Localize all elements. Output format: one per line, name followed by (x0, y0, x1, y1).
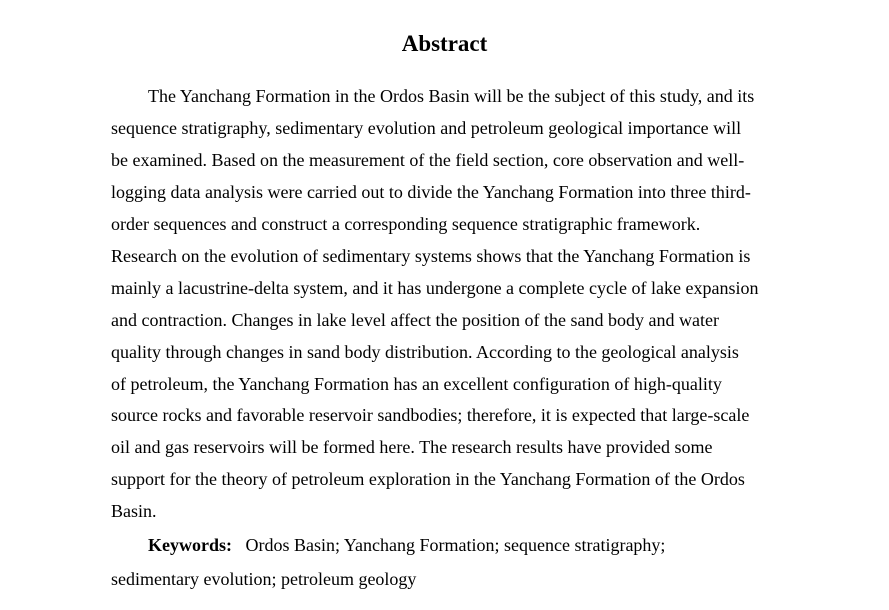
keywords-text: Ordos Basin; Yanchang Formation; sequence stratigraphy; (245, 535, 666, 555)
keywords-label: Keywords: (148, 535, 232, 555)
abstract-line: order sequences and construct a corresponding sequence stratigraphic framework. (111, 214, 701, 234)
abstract-line: Research on the evolution of sedimentary systems shows that the Yanchang Formation is (111, 246, 751, 266)
abstract-line: mainly a lacustrine-delta system, and it has undergone a complete cycle of lake expansion (111, 278, 759, 298)
abstract-line: source rocks and favorable reservoir sandbodies; therefore, it is expected that large-scale (111, 405, 750, 425)
abstract-title: Abstract (401, 31, 488, 56)
abstract-line: support for the theory of petroleum exploration in the Yanchang Formation of the Ordos (111, 469, 745, 489)
keywords-line (148, 533, 665, 557)
abstract-line: oil and gas reservoirs will be formed here. The research results have provided some (111, 437, 713, 457)
abstract-line: logging data analysis were carried out to divide the Yanchang Formation into three third- (111, 182, 751, 202)
abstract-line: Basin. (111, 501, 157, 521)
abstract-line: sequence stratigraphy, sedimentary evolution and petroleum geological importance will (111, 118, 742, 138)
abstract-line: The Yanchang Formation in the Ordos Basin will be the subject of this study, and its (148, 86, 755, 106)
abstract-line: be examined. Based on the measurement of the field section, core observation and well- (111, 150, 745, 170)
abstract-line: quality through changes in sand body distribution. According to the geological analysis (111, 342, 739, 362)
abstract-line: and contraction. Changes in lake level affect the position of the sand body and water (111, 310, 719, 330)
abstract-line: of petroleum, the Yanchang Formation has an excellent configuration of high-quality (111, 374, 722, 394)
keywords-continuation: sedimentary evolution; petroleum geology (111, 569, 417, 589)
